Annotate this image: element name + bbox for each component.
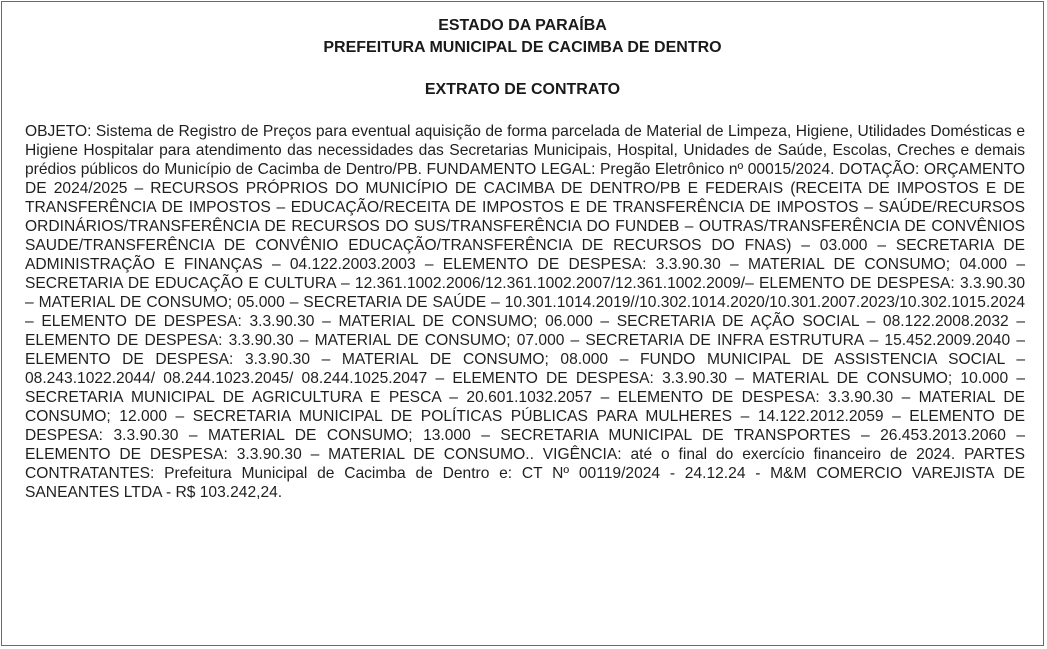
state-heading: ESTADO DA PARAÍBA (438, 17, 607, 34)
document-frame (1, 1, 1044, 646)
contract-extract-body: OBJETO: Sistema de Registro de Preços para eventual aquisição de forma parcelada de Material de Limpeza, Higiene, Utilidades Domésticas e Higiene Hospitalar para atendimento das necessidades das Secretarias Municipais, Hospital, Unidades de Saúde, Escolas, Creches e demais prédios públicos do Município de Cacimba de Dentro/PB. FUNDAMENTO LEGAL: Pregão Eletrônico nº 00015/2024. DOTAÇÃO: ORÇAMENTO DE 2024/2025 – RECURSOS PRÓPRIOS DO MUNICÍPIO DE CACIMBA DE DENTRO/PB E FEDERAIS (RECEITA DE IMPOSTOS E DE TRANSFERÊNCIA DE IMPOSTOS – EDUCAÇÃO/RECEITA DE IMPOSTOS E DE TRANSFERÊNCIA DE IMPOSTOS – SAÚDE/RECURSOS ORDINÁRIOS/TRANSFERÊNCIA DE RECURSOS DO SUS/TRANSFERÊNCIA DO FUNDEB – OUTRAS/TRANSFERÊNCIA DE CONVÊNIOS SAUDE/TRANSFERÊNCIA DE CONVÊNIO EDUCAÇÃO/TRANSFERÊNCIA DE RECURSOS DO FNAS) – 03.000 – SECRETARIA DE ADMINISTRAÇÃO E FINANÇAS – 04.122.2003.2003 – ELEMENTO DE DESPESA: 3.3.90.30 – MATERIAL DE CONSUMO; 04.000 – SECRETARIA DE EDUCAÇÃO E CULTURA – 12.361.1002.2006/12.361.1002.2007/12.361.1002.2009/– ELEMENTO DE DESPESA: 3.3.90.30 – MATERIAL DE CONSUMO; 05.000 – SECRETARIA DE SAÚDE – 10.301.1014.2019//10.302.1014.2020/10.301.2007.2023/10.302.1015.2024 – ELEMENTO DE DESPESA: 3.3.90.30 – MATERIAL DE CONSUMO; 06.000 – SECRETARIA DE AÇÃO SOCIAL – 08.122.2008.2032 – ELEMENTO DE DESPESA: 3.3.90.30 – MATERIAL DE CONSUMO; 07.000 – SECRETARIA DE INFRA ESTRUTURA – 15.452.2009.2040 – ELEMENTO DE DESPESA: 3.3.90.30 – MATERIAL DE CONSUMO; 08.000 – FUNDO MUNICIPAL DE ASSISTENCIA SOCIAL – 08.243.1022.2044/ 08.244.1023.2045/ 08.244.1025.2047 – ELEMENTO DE DESPESA: 3.3.90.30 – MATERIAL DE CONSUMO; 10.000 – SECRETARIA MUNICIPAL DE AGRICULTURA E PESCA – 20.601.1032.2057 – ELEMENTO DE DESPESA: 3.3.90.30 – MATERIAL DE CONSUMO; 12.000 – SECRETARIA MUNICIPAL DE POLÍTICAS PÚBLICAS PARA MULHERES – 14.122.2012.2059 – ELEMENTO DE DESPESA: 3.3.90.30 – MATERIAL DE CONSUMO; 13.000 – SECRETARIA MUNICIPAL DE TRANSPORTES – 26.453.2013.2060 – ELEMENTO DE DESPESA: 3.3.90.30 – MATERIAL DE CONSUMO.. VIGÊNCIA: até o final do exercício financeiro de 2024. PARTES CONTRATANTES: Prefeitura Municipal de Cacimba de Dentro e: CT Nº 00119/2024 - 24.12.24 - M&M COMERCIO VAREJISTA DE SANEANTES LTDA - R$ 103.242,24. (25, 123, 1025, 501)
prefecture-heading: PREFEITURA MUNICIPAL DE CACIMBA DE DENTRO (323, 39, 722, 56)
document-title: EXTRATO DE CONTRATO (424, 81, 621, 98)
